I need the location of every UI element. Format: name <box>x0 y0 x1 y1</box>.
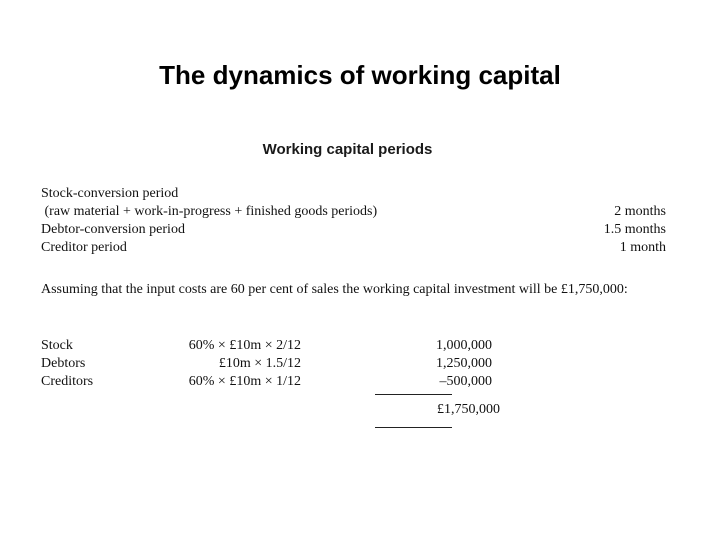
slide-title: The dynamics of working capital <box>159 60 561 90</box>
period-label: Debtor-conversion period <box>41 222 185 237</box>
period-label: (raw material + work-in-progress + finished goods periods) <box>41 204 378 219</box>
calc-item-name: Stock <box>41 338 73 353</box>
working-capital-calculation <box>41 337 501 391</box>
calc-formula: £10m × 1.5/12 <box>218 356 301 371</box>
total-rule-bottom <box>375 427 452 428</box>
period-row-creditor <box>41 239 666 257</box>
period-label: Stock-conversion period <box>41 186 179 201</box>
calc-row-debtors <box>41 355 501 373</box>
calc-formula: 60% × £10m × 2/12 <box>188 338 301 353</box>
calc-amount: –500,000 <box>439 374 492 389</box>
period-value: 1.5 months <box>603 222 666 237</box>
total-rule-top <box>375 394 452 395</box>
period-row-stock-conversion <box>41 185 666 203</box>
working-capital-periods-list <box>41 185 666 257</box>
calc-amount: 1,000,000 <box>436 338 492 353</box>
period-row-debtor-conversion <box>41 221 666 239</box>
calc-row-creditors <box>41 373 501 391</box>
calc-formula: 60% × £10m × 1/12 <box>188 374 301 389</box>
calc-amount: 1,250,000 <box>436 356 492 371</box>
assumption-paragraph: Assuming that the input costs are 60 per cent of sales the working capital investment will be £1,750,000: <box>41 282 628 297</box>
period-row-stock-components <box>41 203 666 221</box>
section-heading: Working capital periods <box>262 141 433 158</box>
calc-item-name: Creditors <box>41 374 94 389</box>
period-value: 1 month <box>619 240 666 255</box>
period-value: 2 months <box>614 204 666 219</box>
calc-total: £1,750,000 <box>437 402 500 417</box>
calc-item-name: Debtors <box>41 356 86 371</box>
period-label: Creditor period <box>41 240 127 255</box>
calc-row-stock <box>41 337 501 355</box>
